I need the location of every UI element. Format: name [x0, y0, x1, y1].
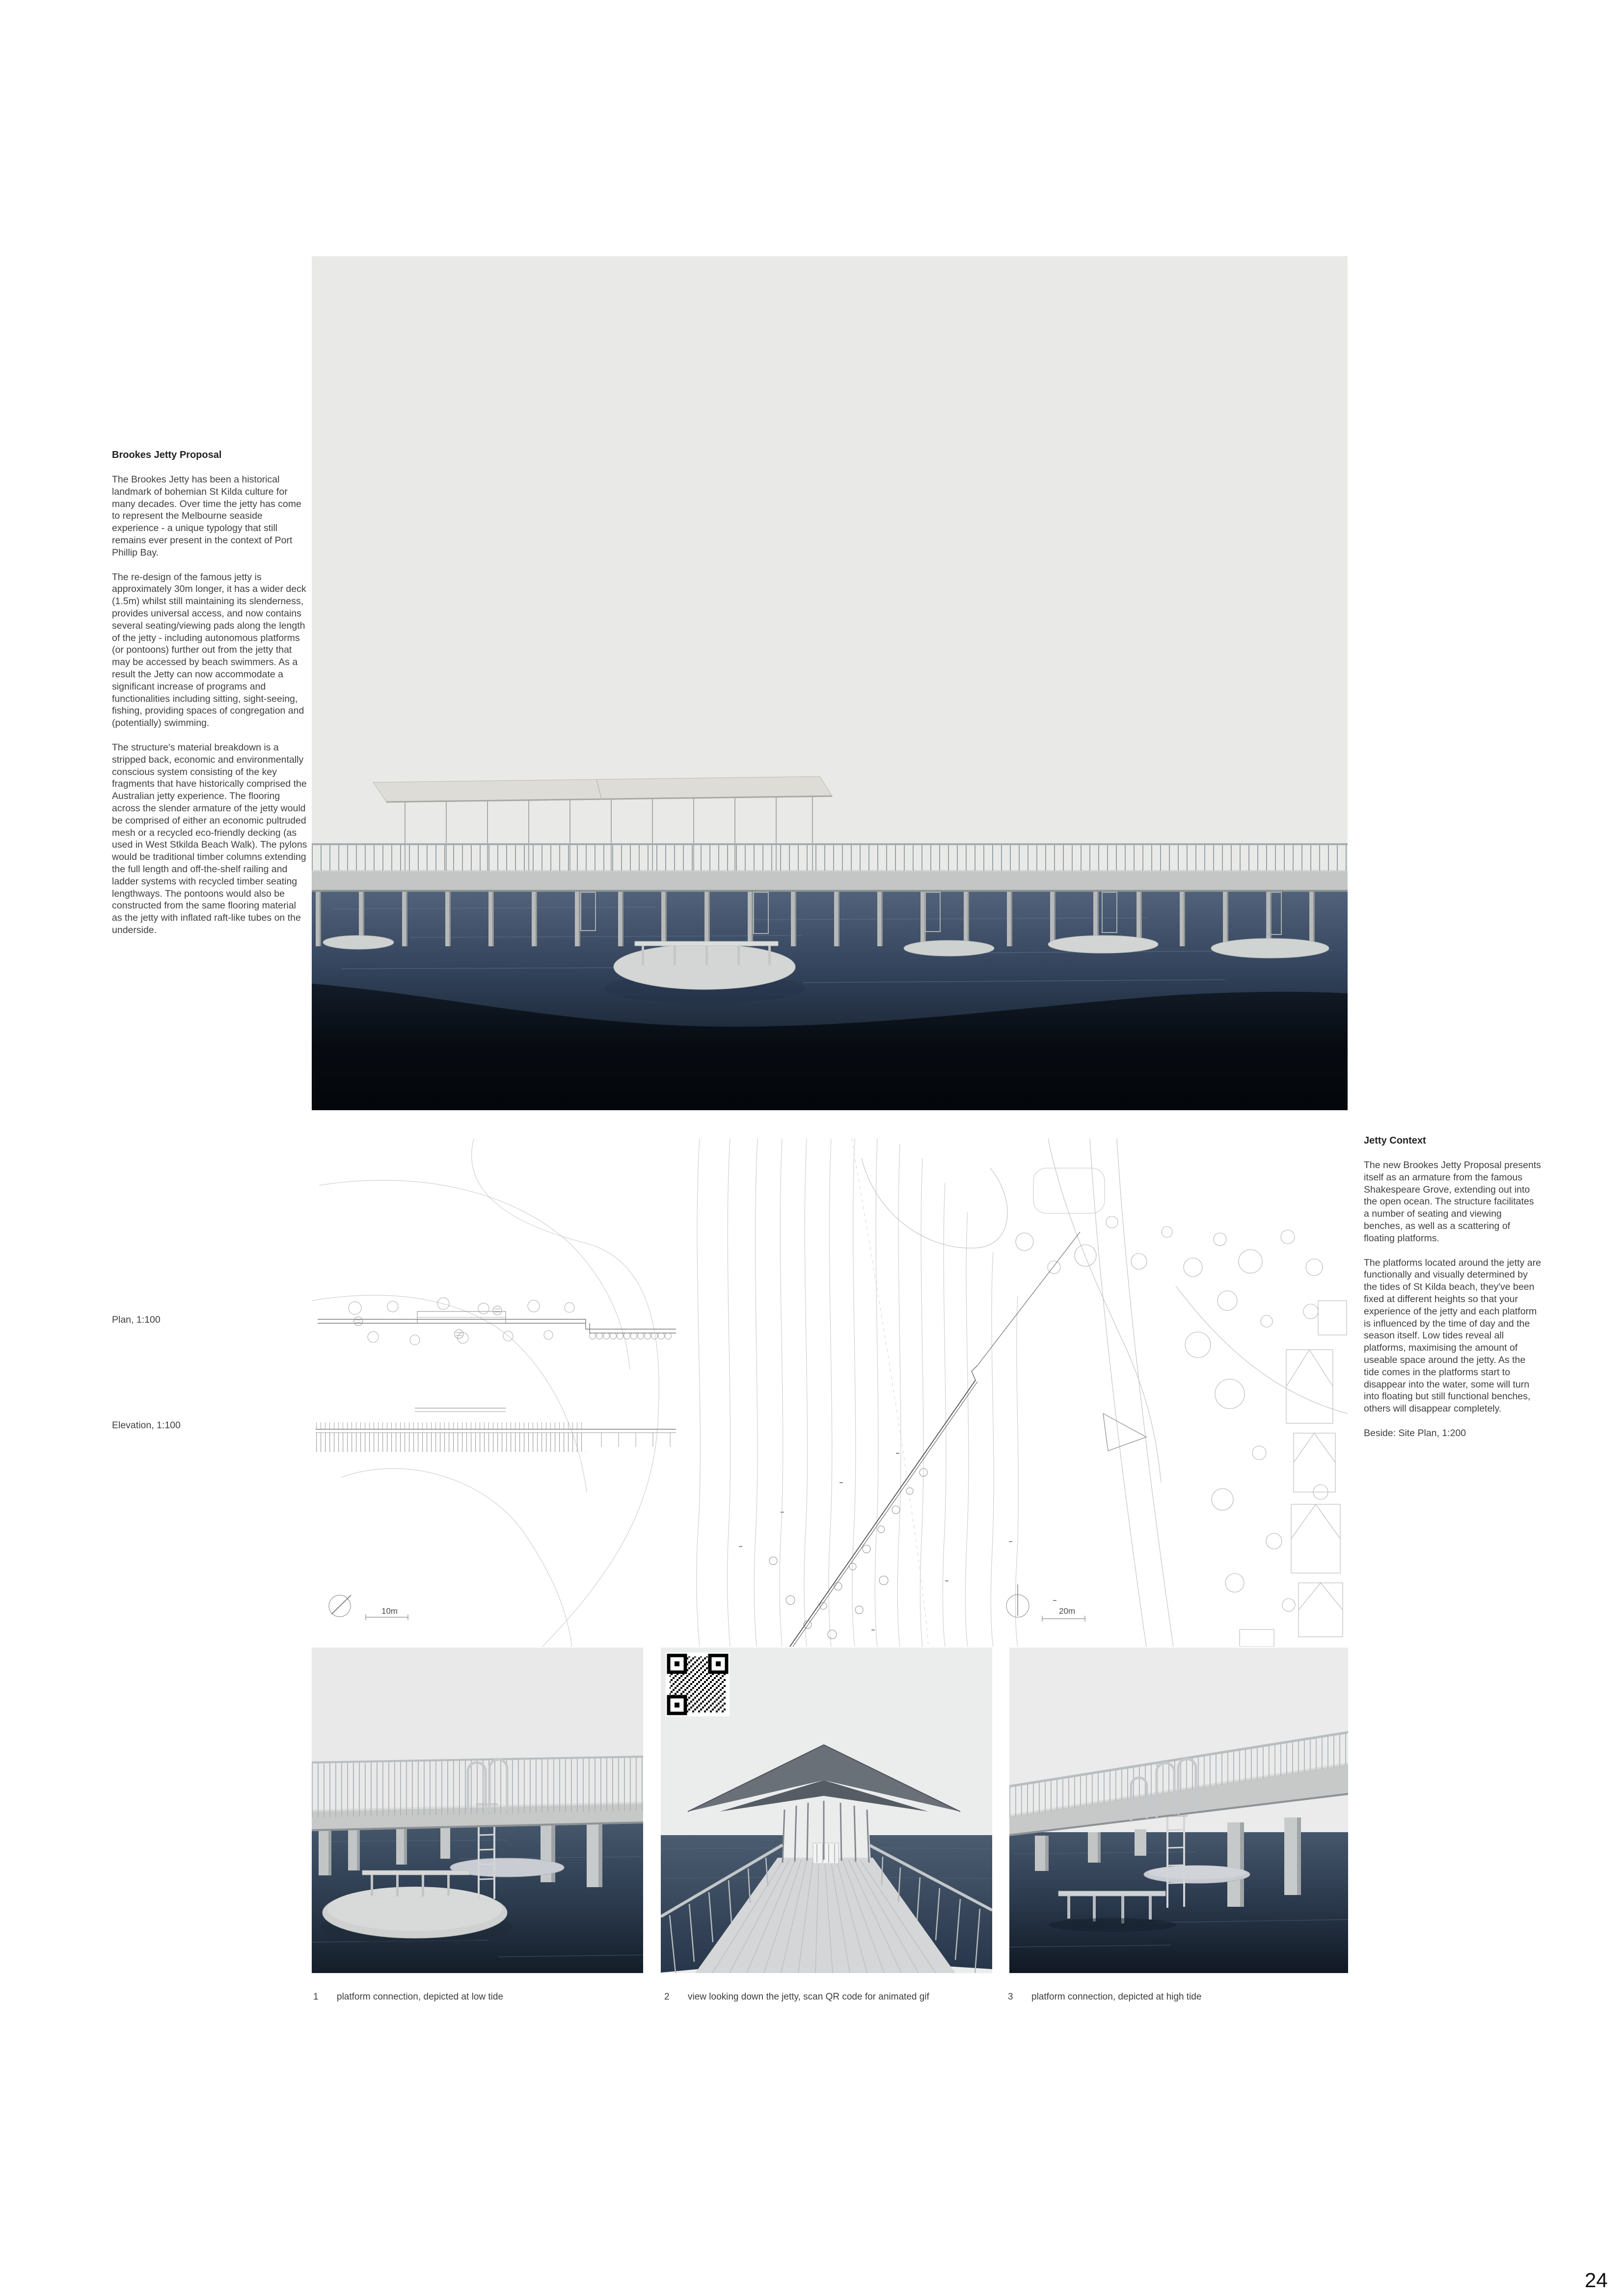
- site-plan-figure: [312, 1139, 1348, 1647]
- right-paragraph-1: The new Brookes Jetty Proposal presents itself as an armature from the famous Shakespeare Grove, extending out into the open ocean. The structure facilitates a number of seating and viewing benches, as well as a scattering of floating platforms.: [1364, 1160, 1541, 1244]
- left-paragraph-2: The re-design of the famous jetty is approximately 30m longer, it has a wider deck (1.5m) whilst still maintaining its slenderness, provides universal access, and now contains several seating/viewing pads along the length of the jetty - including autonomous platforms (or pontoons) further out from the jetty that may be accessed by beach swimmers. As a result the Jetty can now accommodate a significant increase of programs and functionalities including sitting, sight-seeing, fishing, providing spaces of congregation and (potentially) swimming.: [112, 571, 306, 729]
- caption-2-text: view looking down the jetty, scan QR code for animated gif: [688, 1992, 929, 2002]
- scale-left-label: 10m: [381, 1606, 398, 1616]
- left-paragraph-3: The structure's material breakdown is a stripped back, economic and environmentally conscious system consisting of the key fragments that have historically comprised the Australian jetty experience. The flooring across the slender armature of the jetty would be comprised of either an economic pultruded mesh or a recycled eco-friendly decking (as used in West Stkilda Beach Walk). The pylons would be traditional timber columns extending the full length and off-the-shelf railing and ladder systems with recycled timber seating lengthways. The pontoons would also be constructed from the same flooring material as the jetty with inflated raft-like tubes on the underside.: [112, 742, 307, 935]
- left-column-title: Brookes Jetty Proposal: [112, 450, 222, 460]
- site-plan-note: Beside: Site Plan, 1:200: [1364, 1427, 1466, 1439]
- left-text-column: [112, 450, 307, 949]
- caption-1-text: platform connection, depicted at low tide: [337, 1992, 504, 2002]
- caption-1-number: 1: [313, 1992, 319, 2002]
- right-text-column: [1364, 1135, 1542, 1452]
- left-paragraph-1: The Brookes Jetty has been a historical landmark of bohemian St Kilda culture for many decades. Over time the jetty has come to represent the Melbourne seaside experience - a unique typology that still remains ever present in the context of Port Phillip Bay.: [112, 474, 301, 558]
- hero-render-jetty-elevation: [312, 256, 1348, 1110]
- page-number: 24: [1585, 2269, 1608, 2292]
- right-paragraph-2: The platforms located around the jetty are functionally and visually determined by the tides of St Kilda beach, they've been fixed at different heights so that your experience of the jetty and each platform is influenced by the time of day and the season itself. Low tides reveal all platforms, maximising the amount of useable space around the jetty. As the tide comes in the platforms start to disappear into the water, some will turn into floating but still functional benches, others will disappear completely.: [1364, 1257, 1541, 1415]
- render-low-tide: [312, 1648, 643, 1973]
- render-jetty-view: [661, 1648, 992, 1973]
- caption-3: [1008, 1992, 1352, 2002]
- site-plan-graphic: [312, 1139, 1348, 1647]
- render-high-tide-graphic: [1009, 1648, 1348, 1973]
- caption-3-number: 3: [1008, 1992, 1013, 2002]
- elevation-label: Elevation, 1:100: [112, 1420, 181, 1431]
- hero-deck: [312, 871, 1348, 891]
- render-low-tide-graphic: [312, 1648, 643, 1973]
- caption-1: [313, 1992, 657, 2002]
- render-high-tide: [1009, 1648, 1348, 1973]
- caption-2: [664, 1992, 1008, 2002]
- hero-railing: [312, 845, 1348, 871]
- hero-render-graphic: [312, 256, 1348, 1110]
- railing-1: [312, 1757, 643, 1817]
- hero-pylons: [312, 891, 1348, 946]
- render-jetty-view-graphic: [661, 1648, 992, 1973]
- caption-3-text: platform connection, depicted at high tide: [1031, 1992, 1202, 2002]
- plan-label: Plan, 1:100: [112, 1314, 161, 1325]
- caption-2-number: 2: [664, 1992, 670, 2002]
- right-column-title: Jetty Context: [1364, 1135, 1426, 1146]
- qr-code: [666, 1653, 730, 1716]
- scale-right-label: 20m: [1059, 1606, 1076, 1616]
